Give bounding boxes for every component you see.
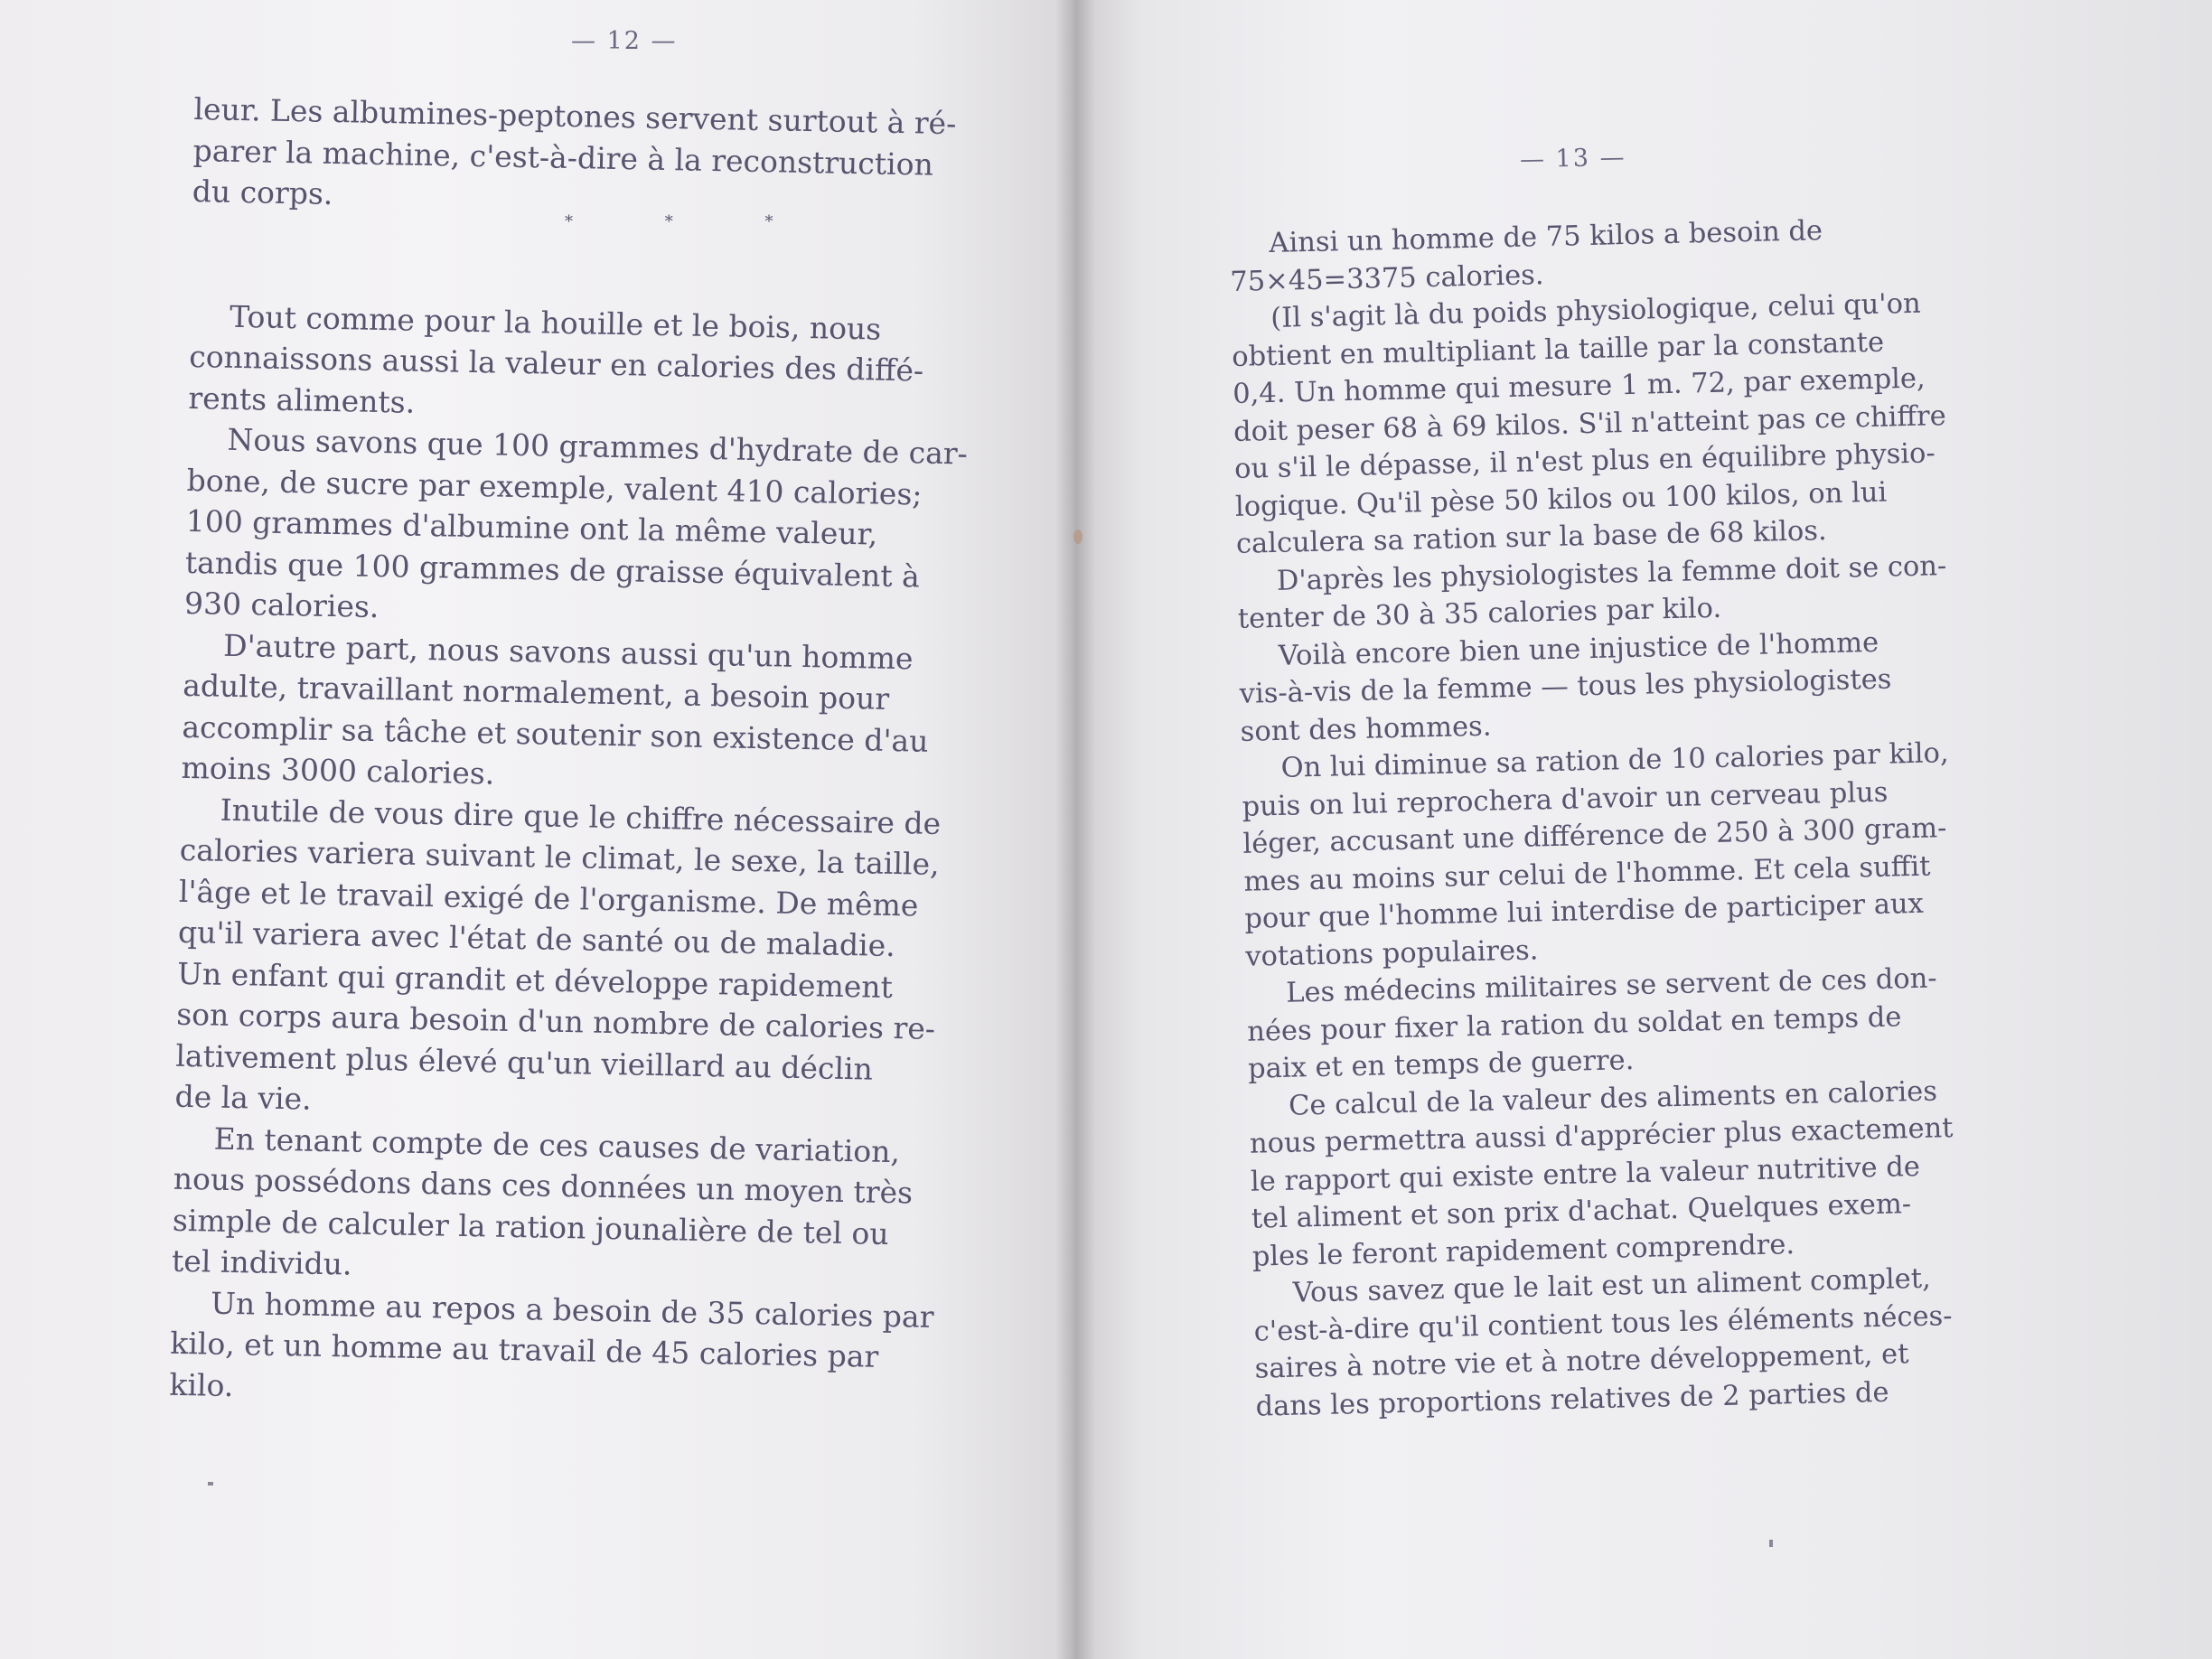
- text-line: leur. Les albumines-peptones servent surtout à ré-: [193, 90, 957, 142]
- text-line: Les médecins militaires se servent de ces don-: [1285, 962, 1938, 1009]
- text-line: ples le feront rapidement comprendre.: [1251, 1228, 1795, 1273]
- text-line: paix et en temps de guerre.: [1247, 1045, 1635, 1085]
- book-gutter: [1055, 0, 1095, 1659]
- text-line: nées pour fixer la ration du soldat en temps de: [1246, 1000, 1902, 1048]
- text-line: Inutile de vous dire que le chiffre nécessaire de: [220, 792, 942, 841]
- paper-stain: [1073, 530, 1083, 544]
- text-line: logique. Qu'il pèse 50 kilos ou 100 kilos, on lui: [1234, 476, 1888, 523]
- text-line: sont des hommes.: [1240, 710, 1492, 748]
- paper-speck: [1769, 1540, 1773, 1547]
- text-line: calories variera suivant le climat, le sexe, la taille,: [179, 831, 940, 882]
- text-line: kilo.: [169, 1366, 234, 1403]
- text-line: En tenant compte de ces causes de variation,: [213, 1120, 901, 1169]
- text-line: léger, accusant une différence de 250 à 300 gram-: [1242, 812, 1947, 860]
- text-line: D'après les physiologistes la femme doit se con-: [1276, 549, 1947, 597]
- text-line: Un enfant qui grandit et développe rapidement: [176, 955, 894, 1005]
- text-line: On lui diminue sa ration de 10 calories par kilo,: [1280, 737, 1949, 784]
- text-line: adulte, travaillant normalement, a besoin pour: [182, 667, 890, 717]
- text-line: Vous savez que le lait est un aliment complet,: [1292, 1262, 1932, 1309]
- text-line: nous possédons dans ces données un moyen très: [173, 1160, 914, 1211]
- text-line: bone, de sucre par exemple, valent 410 calories;: [186, 462, 923, 512]
- text-line: tel aliment et son prix d'achat. Quelques exem-: [1251, 1188, 1912, 1235]
- text-line: parer la machine, c'est-à-dire à la reconstruction: [192, 132, 934, 183]
- text-line: Voilà encore bien une injustice de l'homme: [1278, 626, 1879, 672]
- left-page-body: [169, 89, 1008, 1420]
- text-line: le rapport qui existe entre la valeur nutritive de: [1250, 1150, 1921, 1198]
- page-number-right: — 13 —: [1519, 143, 1626, 174]
- paper-speck: [208, 1482, 213, 1486]
- text-line: c'est-à-dire qu'il contient tous les éléments néces-: [1253, 1299, 1953, 1348]
- text-line: 930 calories.: [183, 585, 380, 625]
- section-separator: * * *: [565, 212, 817, 231]
- text-line: kilo, et un homme au travail de 45 calories par: [169, 1325, 879, 1374]
- text-line: obtient en multipliant la taille par la constante: [1231, 326, 1885, 373]
- text-line: 100 grammes d'albumine ont la même valeur,: [185, 502, 878, 552]
- text-line: Un homme au repos a besoin de 35 calories par: [210, 1285, 934, 1335]
- text-line: votations populaires.: [1244, 933, 1539, 973]
- text-line: calculera sa ration sur la base de 68 kilos.: [1235, 515, 1828, 560]
- text-line: qu'il variera avec l'état de santé ou de maladie.: [177, 914, 896, 964]
- text-line: Ce calcul de la valeur des aliments en calories: [1288, 1074, 1938, 1122]
- text-line: simple de calculer la ration jounalière de tel ou: [172, 1202, 890, 1251]
- text-line: D'autre part, nous savons aussi qu'un homme: [222, 627, 914, 676]
- text-line: l'âge et le travail exigé de l'organisme. De même: [178, 873, 919, 923]
- text-line: son corps aura besoin d'un nombre de calories re-: [175, 996, 936, 1046]
- text-line: tel individu.: [171, 1242, 352, 1282]
- page-number-left: — 12 —: [571, 27, 678, 55]
- text-line: rents aliments.: [188, 380, 416, 420]
- text-line: saires à notre vie et à notre développement, et: [1254, 1338, 1909, 1385]
- text-line: 0,4. Un homme qui mesure 1 m. 72, par exemple,: [1232, 362, 1926, 410]
- text-line: moins 3000 calories.: [181, 749, 495, 792]
- right-page-body: [1229, 208, 2042, 1425]
- text-line: lativement plus élevé qu'un vieillard au déclin: [175, 1037, 874, 1087]
- text-line: Nous savons que 100 grammes d'hydrate de car-: [227, 421, 969, 472]
- text-line: du corps.: [192, 173, 333, 211]
- text-line: ou s'il le dépasse, il n'est plus en équilibre physio-: [1233, 437, 1936, 485]
- text-line: pour que l'homme lui interdise de participer aux: [1244, 887, 1925, 935]
- text-line: mes au moins sur celui de l'homme. Et cela suffit: [1243, 850, 1931, 898]
- text-line: tenter de 30 à 35 calories par kilo.: [1237, 592, 1722, 635]
- text-line: Ainsi un homme de 75 kilos a besoin de: [1269, 215, 1823, 259]
- text-line: doit peser 68 à 69 kilos. S'il n'atteint pas ce chiffre: [1233, 399, 1947, 448]
- left-page: [0, 0, 1075, 1659]
- text-line: (Il s'agit là du poids physiologique, celui qu'on: [1270, 287, 1922, 334]
- text-line: de la vie.: [174, 1078, 313, 1117]
- text-line: tandis que 100 grammes de graisse équivalent à: [184, 544, 921, 595]
- text-line: accomplir sa tâche et soutenir son existence d'au: [182, 708, 929, 759]
- text-line: dans les proportions relatives de 2 parties de: [1255, 1376, 1889, 1423]
- text-line: Tout comme pour la houille et le bois, nous: [229, 298, 882, 347]
- text-line: nous permettra aussi d'apprécier plus exactement: [1249, 1112, 1954, 1160]
- text-line: vis-à-vis de la femme — tous les physiologistes: [1239, 663, 1892, 710]
- text-line: connaissons aussi la valeur en calories des diffé-: [188, 338, 924, 389]
- text-line: 75×45=3375 calories.: [1230, 258, 1544, 298]
- text-line: puis on lui reprochera d'avoir un cerveau plus: [1242, 776, 1889, 823]
